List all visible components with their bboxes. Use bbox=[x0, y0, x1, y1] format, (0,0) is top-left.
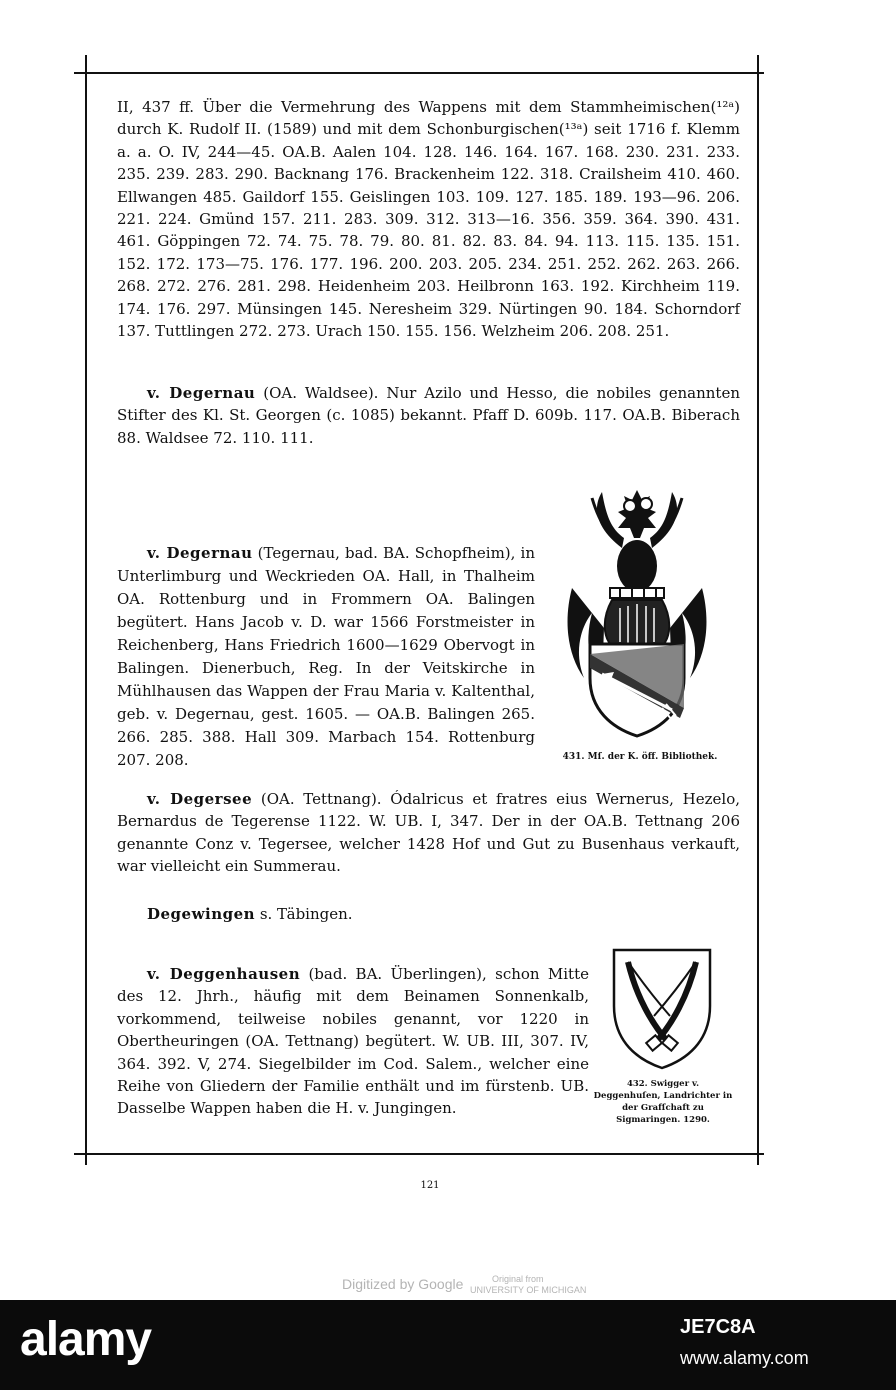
entry-text: (OA. Waldsee). Nur Azilo und Hesso, die nobiles genannten Stifter des Kl. St. Georgen (c. 1085) bekannt. Pfaff D. 609b. 117. OA.B. Biberach 88. Waldsee 72. 110. 111. bbox=[117, 384, 740, 447]
entry-text: (OA. Tettnang). Ódalricus et fratres eius Wernerus, Hezelo, Bernardus de Tegerense 1122. W. UB. I, 347. Der in der OA.B. Tettnang 206 genannte Conz v. Tegersee, welcher 1428 Hof und Gut zu Busenhaus verkauft, war vielleicht ein Summerau. bbox=[117, 790, 740, 876]
university-of-michigan-label: UNIVERSITY OF MICHIGAN bbox=[470, 1285, 587, 1295]
entry-text: (bad. BA. Überlingen), schon Mitte des 12. Jhrh., häufig mit dem Beinamen Sonnenkalb, vorkommend, teilweise nobiles genannt, vor 1220 in Obertheuringen (OA. Tettnang) begütert. W. UB. III, 307. IV, 364. 392. V, 274. Siegelbilder im Cod. Salem., welcher eine Reihe von Gliedern der Familie enthält und im fürstenb. UB. Dasselbe Wappen haben die H. v. Jungingen. bbox=[117, 965, 589, 1118]
right-rule bbox=[757, 55, 759, 1165]
entry-heading: Degewingen bbox=[147, 905, 256, 923]
top-rule bbox=[74, 72, 764, 74]
shield-crossed-scythes-illustration bbox=[608, 946, 716, 1070]
coat-of-arms-eagle-illustration bbox=[562, 478, 712, 740]
entry-degewingen bbox=[117, 903, 740, 925]
entry-degernau-waldsee bbox=[117, 382, 740, 449]
watermark-footer-bar bbox=[0, 1300, 896, 1390]
entry-deggenhausen bbox=[117, 963, 589, 1120]
entry-degersee bbox=[117, 788, 740, 878]
alamy-url: www.alamy.com bbox=[680, 1348, 809, 1368]
figure-caption-432: 432. Swigger v. Deggenhuſen, Landrichter in der Grafſchaft zu Sigmaringen. 1290. bbox=[593, 1079, 733, 1125]
entry-text: s. Täbingen. bbox=[259, 905, 353, 923]
original-from-label: Original from bbox=[492, 1274, 544, 1284]
digitized-by-google: Digitized by Google bbox=[342, 1276, 464, 1292]
entry-text: (Tegernau, bad. BA. Schopfheim), in Unterlimburg und Weckrieden OA. Hall, in Thalheim OA. Rottenburg und in Frommern OA. Balingen begütert. Hans Jacob v. D. war 1566 Forstmeister in Reichenberg, Hans Friedrich 1600—1629 Obervogt in Balingen. Dienerbuch, Reg. In der Veitskirche in Mühlhausen das Wappen der Frau Maria v. Kaltenthal, geb. v. Degernau, gest. 1605. — OA.B. Balingen 265. 266. 285. 388. Hall 309. Marbach 154. Rottenburg 207. 208. bbox=[117, 544, 535, 769]
entry-heading: v. Degersee bbox=[147, 790, 253, 808]
entry-degernau-tegernau bbox=[117, 542, 535, 772]
figure-caption-431: 431. Mſ. der K. öff. Bibliothek. bbox=[562, 752, 718, 762]
entry-heading: v. Degernau bbox=[147, 384, 256, 402]
image-code: JE7C8A bbox=[680, 1316, 756, 1338]
bottom-rule bbox=[74, 1153, 764, 1155]
paragraph-text: II, 437 ff. Über die Vermehrung des Wappens mit dem Stammheimischen(¹²ᵃ) durch K. Rudolf II. (1589) und mit dem Schonburgischen(¹³ᵃ) seit 1716 f. Klemm a. a. O. IV, 244—45. OA.B. Aalen 104. 128. 146. 164. 167. 168. 230. 231. 233. 235. 239. 283. 290. Backnang 176. Brackenheim 122. 318. Crailsheim 410. 460. Ellwangen 485. Gaildorf 155. Geislingen 103. 109. 127. 185. 189. 193—96. 206. 221. 224. Gmünd 157. 211. 283. 309. 312. 313—16. 356. 359. 364. 390. 431. 461. Göppingen 72. 74. 75. 78. 79. 80. 81. 82. 83. 84. 94. 113. 115. 135. 151. 152. 172. 173—75. 176. 177. 196. 200. 203. 205. 234. 251. 252. 262. 263. 266. 268. 272. 276. 281. 298. Heidenheim 203. Heilbronn 163. 192. Kirchheim 119. 174. 176. 297. Münsingen 145. Neresheim 329. Nürtingen 90. 184. Schorndorf 137. Tuttlingen 272. 273. Urach 150. 155. 156. Welzheim 206. 208. 251. bbox=[117, 98, 740, 341]
left-rule bbox=[85, 55, 87, 1165]
entry-heading: v. Deggenhausen bbox=[147, 965, 301, 983]
alamy-logo: alamy bbox=[20, 1313, 152, 1366]
paragraph-oab-references bbox=[117, 96, 740, 342]
page-number: 121 bbox=[420, 1180, 440, 1191]
entry-heading: v. Degernau bbox=[147, 544, 253, 562]
